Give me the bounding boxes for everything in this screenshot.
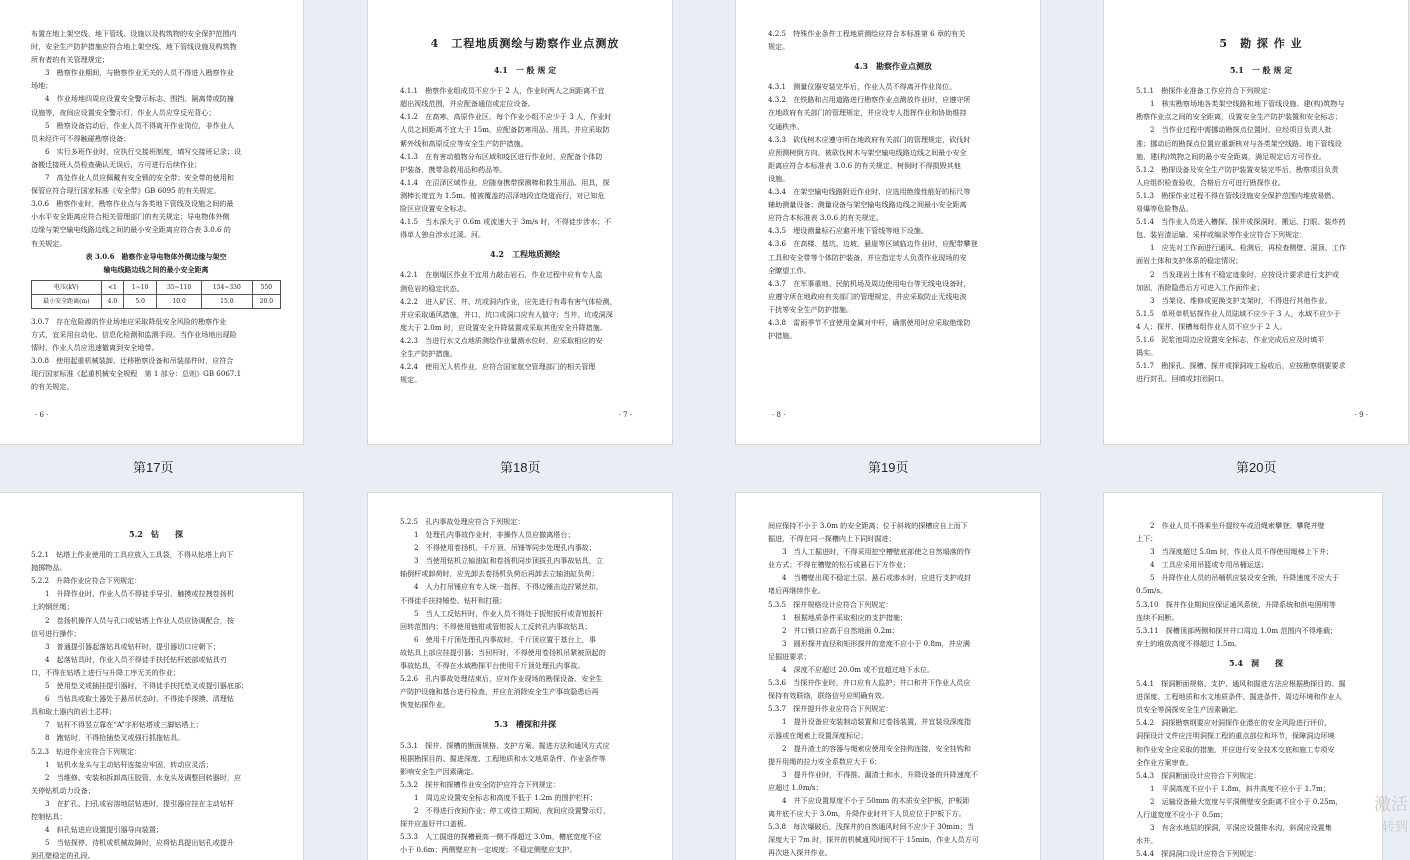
document-page-24[interactable]	[1103, 492, 1383, 860]
text-line: 5.4.4 探洞洞口设计应符合下列规定：	[1136, 849, 1261, 859]
text-line: 5.1.5 单班单机钻探作业人员陆域不应少于 3 人，水域不应少于	[1136, 308, 1341, 318]
text-line: 5.1.3 勘探作业过程不得在管线设施安全保护范围内堆放易燃、	[1136, 190, 1339, 200]
text-line: 5.2.5 孔内事故处理应符合下列规定：	[400, 517, 525, 526]
text-line: 再次进入探井作业。	[768, 848, 832, 858]
text-line: 示器或在绳索上设置深度标记；	[768, 730, 868, 740]
text-line: 4 人；探井、探槽每组作业人员不应少于 2 人。	[1136, 321, 1287, 331]
text-line: 1 升降作业时，作业人员不得徒手导引、触摸或拉拽卷扬机	[45, 589, 234, 599]
text-line: 员未经许可不得触碰勘察设备；	[31, 133, 131, 143]
text-line: 应遵守所在地政府有关部门的管理规定，并应采取防止无线电波	[768, 291, 967, 301]
text-line: 恢复钻探作业。	[400, 700, 450, 710]
text-line: 4.2.3 当进行水文点地质测绘作业量测水位时，应采取相应的安	[400, 335, 603, 345]
text-line: 0.5m/s。	[1136, 586, 1168, 596]
page-caption-17[interactable]: 第17页	[133, 460, 174, 475]
text-line: 进深度、工程地质和水文地质条件、掘进条件、周边环境和作业人	[1136, 692, 1342, 702]
text-line: 4.3.7 在军事重地、民航机场及周边使用电台等无线电设备时，	[768, 278, 971, 288]
text-line: 辅助测量设备；测量设备与架空输电线路边线之间最小安全距离	[768, 200, 967, 210]
text-line: 紫外线和高原反应等安全生产防护措施。	[400, 138, 528, 148]
text-line: 1 处理孔内事故作业时，非操作人员应撤离塔台；	[414, 530, 575, 540]
text-line: 3 在扩孔、扫孔或岩溶地层钻进时，提引器应挂在主动钻杆	[45, 798, 234, 808]
text-line: 4 工具应采用吊篮或专用吊桶运送；	[1150, 560, 1269, 570]
text-line: 5.3.6 当探井作业时，井口应有人监护；井口和井下作业人员应	[768, 678, 971, 688]
text-line: 故钻具上部应挂提引器；当回杆时，不得使用卷扬机吊紧被顶起的	[400, 647, 606, 657]
section-title: 4.2 工程地质测绘	[490, 249, 560, 260]
text-line: 1 平洞高度不应小于 1.8m，斜井高度不应小于 1.7m；	[1150, 783, 1330, 793]
page-caption-20[interactable]: 第20页	[1236, 460, 1277, 475]
text-line: 5.3.11 探槽顶部两侧和探井井口周边 1.0m 范围内不得堆载；	[1136, 625, 1338, 635]
text-line: 面岩土体和支护体系的稳定情况；	[1136, 256, 1243, 266]
text-line: 人员之间距离不宜大于 15m，应配备防寒用品、用具，并应采取防	[400, 125, 610, 135]
text-line: 距离应符合本标准表 3.0.6 的有关规定，树倒时不得损毁其他	[768, 160, 961, 170]
text-line: 加固，消除隐患后方可进入工作面作业；	[1136, 282, 1264, 292]
text-line: 方式，宜采用自动化、信息化检测和监测手段。当作业场地出现险	[31, 329, 237, 339]
text-line: 3 当使用钻机立轴油缸和卷扬机同步顶拔孔内事故钻具，立	[414, 556, 603, 566]
document-page-20[interactable]	[1103, 0, 1409, 445]
text-line: 2 作业人员不得乘坐升提绞车或沿绳索攀登、攀爬井壁	[1150, 521, 1325, 530]
text-line: 5.2.1 钻塔上作业使用的工具应放入工具袋，不得从钻塔上向下	[31, 550, 234, 560]
table-cell: 4.0	[101, 294, 123, 308]
text-line: 5 使用垫叉或插挂提引器时，不得徒手扶托垫叉或提引器底部；	[45, 681, 249, 691]
text-line: 5.4.1 探洞断面规格、支护、通风和掘进方法应根据勘探目的、掘	[1136, 679, 1346, 689]
text-line: 保持有效联络，联络信号应明确有效。	[768, 691, 889, 701]
text-line: 险区应设置安全标志。	[400, 204, 471, 214]
text-line: 7 钻杆不得竖立靠在“A”字形钻塔或三脚钻塔上；	[45, 720, 203, 730]
text-line: 4.1.4 在沼泽区域作业，应随身携带探测棒和救生用品、用具，探	[400, 177, 610, 187]
text-line: 应符合本标准表 3.0.6 的有关规定。	[768, 213, 883, 223]
safety-distance-table	[31, 280, 281, 309]
section-title: 5.1 一 般 规 定	[1229, 65, 1293, 76]
chapter-title: 5 勘 探 作 业	[1219, 37, 1303, 50]
text-line: 3.0.6 勘察作业时，勘察作业点与各类地下管线及设施之间的最	[31, 199, 234, 209]
section-title: 5.3 槽探和井探	[494, 719, 556, 730]
text-line: 规定。	[400, 375, 422, 385]
page-number: · 9 ·	[1354, 410, 1368, 419]
text-line: 产防护设施和基台进行检查，并应在消除安全生产事故隐患后再	[400, 687, 599, 697]
text-line: 全生产防护措施。	[400, 348, 457, 358]
text-line: 4.3.4 在架空输电线路附近作业时，应选用绝缘性能好的标尺等	[768, 187, 971, 197]
text-line: 干扰等安全生产防护措施。	[768, 304, 854, 314]
text-line: 5.3.8 每次爆破后，浅探井的自然通风时间不应少于 30min；当	[768, 822, 975, 832]
text-line: 影响安全生产因素确定。	[400, 766, 479, 776]
text-line: 口，不得在钻塔上进行与升降工序无关的作业；	[31, 667, 180, 677]
text-line: 员安全等洞探安全生产因素确定。	[1136, 705, 1243, 715]
text-line: 1 核实勘察场地各类架空线路和地下管线设施、建(构)筑物与	[1150, 99, 1345, 109]
text-line: 现行国家标准《起重机械安全规程 第 1 部分：总则》GB 6067.1	[31, 369, 242, 379]
page-number: · 8 ·	[772, 410, 786, 419]
text-line: 4.1.2 在高寒、高原作业区，每个作业小组不应少于 3 人，作业时	[400, 112, 612, 122]
text-line: 抛掷物品。	[31, 563, 67, 573]
text-line: 4 深度不应超过 20.0m 或不宜超过地下水位。	[782, 665, 935, 675]
text-line: 场地；	[31, 81, 53, 91]
text-line: 包、装岩渣运输、采样或编录等作业应符合下列规定：	[1136, 230, 1307, 240]
document-page-18[interactable]	[367, 0, 673, 445]
text-line: 6 使用千斤顶处理孔内事故时，千斤顶应置于基台上，事	[414, 634, 596, 644]
document-page-19[interactable]	[735, 0, 1041, 445]
text-line: 施、建(构)筑物之间的最小安全距离，满足规定后方可作业。	[1136, 151, 1326, 161]
text-line: 易爆等危险物品。	[1136, 204, 1193, 214]
text-line: 2 运输设备最大宽度与平洞侧壁安全距离不应小于 0.25m，	[1150, 796, 1343, 806]
text-line: 回转范围内；不得使用链钳或管钳扳人工反转孔内事故钻具；	[400, 621, 592, 631]
text-line: 5.1.6 泥浆池周边应设置安全标志，作业完成后应及时填平	[1136, 334, 1325, 344]
text-line: 应超过 1.0m/s；	[768, 782, 823, 792]
text-line: 5.4.2 洞探勘察纲要应对洞探作业潜在的安全风险进行评价，	[1136, 718, 1332, 728]
text-line: 控制钻具；	[31, 811, 67, 821]
text-line: 时，安全生产防护措施应符合地上架空线、地下管线设施及构筑物	[31, 42, 237, 52]
text-line: 4.3.1 测量仪器安装完毕后，作业人员不得离开作业岗位。	[768, 82, 957, 92]
table-cell: 154~330	[202, 280, 253, 294]
text-line: 5.3.10 探井作业期间应保证通风系统、升降系统和供电照明等	[1136, 599, 1336, 609]
text-line: 设施等，夜间应设置安全警示灯，作业人员应穿反光背心；	[31, 107, 216, 117]
table-cell: 5.0	[124, 294, 157, 308]
text-line: 全瞭望工作。	[768, 265, 811, 275]
section-title: 5.4 洞 探	[1229, 657, 1283, 668]
text-line: 8 跑钻时，不得抢插垫叉或强行抓拖钻具。	[45, 733, 185, 743]
text-line: 2 不得使用卷扬机、千斤顶、吊锤等同步处理孔内事故；	[414, 543, 596, 553]
text-line: 人应组织检查验收，合格后方可进行勘探作业。	[1136, 177, 1285, 187]
text-line: 4.3.5 埋设测量标石应避开地下管线等地下设施。	[768, 226, 928, 236]
text-line: 2 当发现岩土体有不稳定迹象时，应按设计要求进行支护或	[1150, 269, 1339, 279]
text-line: 4.2.5 特殊作业条件工程地质测绘应符合本标准第 6 章的有关	[768, 29, 966, 38]
text-line: 3 普通提引器起落钻具或钻杆时，提引器切口应朝下；	[45, 641, 220, 651]
text-line: 得单人独自涉水过溪、河。	[400, 230, 486, 240]
text-line: 交通秩序。	[768, 121, 804, 131]
section-title: 5.2 钻 探	[129, 529, 183, 539]
text-line: 5 当钻探停、待机或机械故障时，应将钻具提出钻孔或提升	[45, 838, 234, 848]
table-row	[32, 294, 281, 308]
text-line: 4 当槽壁出现不稳定土层、悬石或渗水时，应进行支护或封	[782, 573, 971, 583]
text-line: 4.2.4 使用无人机作业，应符合国家航空管理部门的相关管理	[400, 362, 596, 372]
table-cell: 35~110	[157, 280, 202, 294]
text-line: 5.2.3 钻进作业应符合下列规定：	[31, 746, 142, 756]
text-line: 上下；	[1136, 534, 1158, 544]
text-line: 7 高处作业人员应佩戴有安全锁的安全带；安全带的使用和	[45, 173, 234, 183]
text-line: 5.1.2 勘探设备及安全生产防护装置安装完毕后，勘察项目负责	[1136, 164, 1339, 174]
text-line: 3 当深度超过 5.0m 时，作业人员不得使用绳梯上下井；	[1150, 547, 1334, 557]
text-line: 4.3.6 在高楼、基坑、边坡、悬崖等区域临边作业时，应配带攀登	[768, 239, 978, 249]
text-line: 具和取土器内的岩土芯样；	[31, 707, 117, 717]
text-line: 到孔壁稳定的孔段。	[31, 851, 95, 860]
text-line: 连续不间断。	[1136, 612, 1179, 622]
text-line: 1 根据地质条件采取相应的支护措施；	[782, 612, 908, 622]
document-page-22[interactable]	[367, 492, 673, 860]
chapter-title: 4 工程地质测绘与勘察作业点测放	[430, 37, 620, 50]
text-line: 1 应先对工作面进行通风、检测后，再检查侧壁、洞顶、工作	[1150, 243, 1347, 253]
text-line: 5.3.2 探井和探槽作业安全防护应符合下列规定：	[400, 779, 560, 789]
text-line: 4 作业场地四周应设置安全警示标志、围挡、隔离带或防撞	[45, 94, 234, 104]
table-cell: 15.0	[202, 294, 253, 308]
text-line: 小水平安全距离应符合相关管理部门的有关规定；导电物体外侧	[31, 212, 230, 222]
text-line: 人行道宽度不应小于 0.5m；	[1136, 809, 1228, 819]
text-line: 3 提升作业时，不得推、漏渣土和水，升降设备的升降速度不	[782, 769, 979, 779]
text-line: 5.3.7 探井提升作业应符合下列规定：	[768, 704, 893, 714]
table-cell: 550	[252, 280, 280, 294]
text-line: 测危岩的稳定状态。	[400, 283, 464, 293]
text-line: 1 提升设备应安装制动装置和过卷扬装置，并宜装设深度指	[782, 717, 971, 727]
text-line: 护装备，携带急救用品和药品等。	[400, 164, 507, 174]
text-line: 1 钻机水龙头与主动钻杆连接应牢固，转动应灵活；	[45, 759, 213, 769]
text-line: 4.1.3 在有害动植物分布区域和疫区进行作业时，应配备个体防	[400, 151, 603, 161]
text-line: 关停钻机动力设备；	[31, 785, 95, 795]
text-line: 4.3.8 雷雨季节不宜使用金属对中杆，确需使用时应采取绝缘防	[768, 317, 971, 327]
document-page-23[interactable]	[735, 492, 1041, 860]
text-line: 5.3.5 探井规格设计应符合下列规定：	[768, 599, 893, 609]
text-line: 工具和安全带等个体防护装备，并应指定专人负责作业现场的安	[768, 252, 967, 262]
text-line: 轴倒杆或卸荷时，应先卸去卷扬机负荷后再卸去立轴油缸负荷；	[400, 569, 599, 579]
activation-watermark-sub: 转到	[1381, 819, 1408, 834]
text-line: 水井。	[1136, 836, 1158, 846]
text-line: 5.3.3 人工掘进的探槽最高一侧不得超过 3.0m，槽底宽度不应	[400, 832, 602, 842]
text-line: 6 当钻具或取土器处于悬吊状态时，不得徒手探摸、清理钻	[45, 694, 234, 704]
text-line: 探井应盖好井口盖板。	[400, 819, 471, 829]
table-caption: 表 3.0.6 勘察作业导电物体外侧边缘与架空	[85, 251, 227, 261]
text-line: 小于 0.6m；两侧壁应有一定坡度；不稳定侧壁应支护。	[400, 845, 577, 855]
section-title: 4.1 一 般 规 定	[493, 65, 557, 76]
text-line: 3 圆形探井直径和矩形探井的宽度不应小于 0.8m，并应满	[782, 638, 970, 648]
text-line: 4.2.2 进入矿区、井、坑或洞内作业，应先进行有毒有害气体检测，	[400, 296, 617, 306]
text-line: 根据勘探目的、掘进深度、工程地质和水文地质条件、作业条件等	[400, 753, 606, 763]
text-line: 弃土的堆放高度不得超过 1.5m。	[1136, 638, 1242, 648]
text-line: 5.1.1 勘探作业准备工作应符合下列规定：	[1136, 86, 1275, 96]
text-line: 离井底不应大于 3.0m，升降作业时井下人员应位于护板下方。	[768, 809, 966, 819]
table-cell: <1	[101, 280, 123, 294]
text-line: 2 不得进行夜间作业；停工或待工期间，夜间应设置警示灯，	[414, 805, 611, 815]
text-line: 洞探设计文件应注明洞探工程的重点部位和环节，保障洞边环境	[1136, 731, 1335, 741]
text-line: 勘察作业点之间的安全距离，设置安全生产防护装置和安全标志；	[1136, 112, 1342, 122]
text-line: 应预测树倒方向，被砍伐树木与架空输电线路边线之间最小安全	[768, 147, 967, 157]
text-line: 不得徒手扶持锤垫、钻杆和打箍；	[400, 595, 507, 605]
text-line: 掘进，不得在同一探槽内上下同时掘进；	[768, 534, 896, 544]
text-line: 4.3.2 在铁路和占用道路进行勘察作业点测放作业时，应遵守所	[768, 95, 971, 105]
text-line: 设施。	[768, 173, 790, 183]
text-line: 上的钢丝绳；	[31, 602, 74, 612]
table-cell: 最小安全距离(m)	[32, 294, 102, 308]
text-line: 和作业安全应采取的措施，并应进行安全技术交底和施工专项安	[1136, 744, 1335, 754]
text-line: 的有关规定。	[31, 382, 74, 392]
text-line: 2 当维修、安装和拆卸高压胶管、水龙头及调整回转器时，应	[45, 772, 242, 782]
text-line: 5 勘察设备启动后，作业人员不得离开作业岗位，非作业人	[45, 120, 234, 130]
text-line: 护措施。	[768, 331, 797, 341]
table-caption: 输电线路边线之间的最小安全距离	[103, 264, 209, 274]
text-line: 提升用绳的拉力安全系数应大于 6；	[768, 756, 882, 766]
text-line: 所有者的有关管理规定；	[31, 55, 110, 65]
text-line: 5.2.2 升降作业应符合下列规定：	[31, 576, 142, 586]
text-line: 业方式；不得在槽壁的松石或悬石下方作业；	[768, 560, 910, 570]
text-line: 4.2.1 在崩塌区作业不宜用力敲击岩石，作业过程中应有专人监	[400, 270, 603, 280]
table-cell: 电压(kV)	[32, 280, 102, 294]
table-cell: 10.0	[157, 294, 202, 308]
text-line: 4 人力打吊锤应有专人统一指挥，不得边锤击边拧紧丝扣，	[414, 582, 603, 592]
text-line: 4 井下应设置厚度不小于 50mm 的木质安全护板，护板距	[782, 795, 970, 805]
text-line: 3.0.8 使用起重机械装卸、迁移勘察设备和吊装部件时，应符合	[31, 356, 234, 366]
document-page-17[interactable]	[0, 0, 304, 445]
text-line: 规定。	[768, 42, 790, 52]
text-line: 事故钻具，不得在水域勘探平台使用千斤顶处理孔内事故。	[400, 661, 585, 671]
page-number: · 6 ·	[35, 410, 49, 419]
text-line: 进行封孔、回填或封闭洞口。	[1136, 374, 1229, 384]
text-line: 4 斜孔钻进应设置提引器导向装置；	[45, 825, 164, 835]
text-line: 5.2.6 孔内事故处理结束后，应对作业现场的勘探设备、安全生	[400, 674, 603, 684]
table-row	[32, 280, 281, 294]
document-page-21[interactable]	[0, 492, 304, 860]
text-line: 3 有含水地层的探洞，平洞应设置排水沟，斜洞应设置集	[1150, 823, 1332, 833]
text-line: 情时，作业人员应迅速撤离到安全地带。	[31, 342, 159, 352]
text-line: 信号进行操作；	[31, 628, 81, 638]
text-line: 6 实行多班作业时，应执行交接班制度，填写交接班记录；设	[45, 146, 242, 156]
text-line: 1 周边应设置安全标志和高度不低于 1.2m 的围护栏杆；	[414, 792, 598, 802]
text-line: 4.3.3 砍伐树木应遵守所在地政府有关部门的管理规定，砍伐时	[768, 134, 971, 144]
text-line: 测棒长度宜为 1.5m。植被覆盖的沼泽地段宜绕道而行，对已知危	[400, 190, 605, 200]
text-line: 3.0.7 存在危险源的作业场地应采取降低安全风险的勘察作业	[31, 316, 227, 326]
text-line: 布置在地上架空线、地下管线、设施以及构筑物的安全保护范围内	[31, 29, 237, 38]
text-line: 2 卷扬机操作人员与孔口或钻塔上作业人员应协调配合，按	[45, 615, 234, 625]
text-line: 保管应符合现行国家标准《安全带》GB 6095 的有关规定。	[31, 186, 221, 196]
text-line: 准；挪动后的勘探点位置应重新核对与各类架空线路、地下管线设	[1136, 138, 1342, 148]
table-cell: 1~10	[124, 280, 157, 294]
text-line: 间应保持不小于 3.0m 的安全距离；位于斜坡的探槽应自上而下	[768, 521, 968, 530]
text-line: 深度大于 7m 时，探井的机械通风时间不于 15min，作业人员方可	[768, 835, 979, 845]
text-line: 边缘与架空输电线路边线之间的最小安全距离应符合表 3.0.6 的	[31, 225, 231, 235]
text-line: 3 当人工掘进时，不得采用挖空槽壁底部使之自然塌落的作	[782, 547, 971, 557]
text-line: 捣实。	[1136, 348, 1158, 358]
text-line: 5.1.4 当作业人员进入槽探、探井或探洞时，搬运、打眼、装炸药	[1136, 217, 1346, 227]
page-caption-18[interactable]: 第18页	[500, 460, 541, 475]
text-line: 3 勘察作业期间，与勘察作业无关的人员不得进入勘察作业	[45, 68, 234, 78]
text-line: 2 提升渣土的容器与绳索应使用安全挂钩连接，安全挂钩和	[782, 743, 971, 753]
text-line: 4.1.5 当水深大于 0.6m 或流速大于 3m/s 时，不得徒步涉水；不	[400, 217, 612, 227]
text-line: 足掘进要求；	[768, 651, 811, 661]
text-line: 备搬迁接班人员检查确认无误后，方可进行后续作业；	[31, 159, 202, 169]
text-line: 2 当作业过程中需挪动勘探点位置时，应经项目负责人批	[1150, 125, 1332, 135]
text-line: 2 井口锁口应高于自然地面 0.2m；	[782, 625, 899, 635]
text-line: 5.3.1 探井、探槽的断面规格、支护方案、掘进方法和通风方式应	[400, 740, 610, 750]
text-line: 有关规定。	[31, 238, 67, 248]
text-line: 5 升降作业人员的吊桶机应装设安全锁，升降速度不应大于	[1150, 573, 1339, 583]
text-line: 3 当架设、维修或更换支护支架时，不得进行其他作业。	[1150, 295, 1332, 305]
text-line: 4.1.1 勘察作业组成员不应少于 2 人，作业时两人之间距离不宜	[400, 86, 605, 96]
text-line: 堵后再继续作业。	[768, 586, 825, 596]
page-caption-19[interactable]: 第19页	[868, 460, 909, 475]
page-number: · 7 ·	[618, 410, 632, 419]
text-line: 5.4.3 探洞断面设计应符合下列规定：	[1136, 770, 1261, 780]
text-line: 超出视线范围，并应配备通信或定位设备。	[400, 99, 535, 109]
text-line: 在地政府有关部门的管理规定，并应设专人指挥作业和协助维持	[768, 108, 967, 118]
text-line: 5 当人工反钻杆时，作业人员不得处于扳钳扳杆或背钳扳杆	[414, 608, 603, 618]
section-title: 4.3 勘察作业点测放	[854, 61, 932, 72]
text-line: 并应采取通风措施，井口、坑口或洞口应有人值守；当井、坑或洞深	[400, 309, 613, 319]
text-line: 全作业方案审查。	[1136, 757, 1193, 767]
text-line: 5.1.7 勘探孔、探槽、探井或探洞竣工验收后，应按勘察纲要要求	[1136, 361, 1346, 371]
activation-watermark: 激活	[1374, 795, 1408, 814]
text-line: 4 起落钻具时，作业人员不得徒手扶托钻杆底部或钻具刃	[45, 654, 227, 664]
table-cell: 20.0	[252, 294, 280, 308]
text-line: 度大于 2.0m 时，应设置安全升降装置或采取其他安全升降措施。	[400, 322, 607, 332]
